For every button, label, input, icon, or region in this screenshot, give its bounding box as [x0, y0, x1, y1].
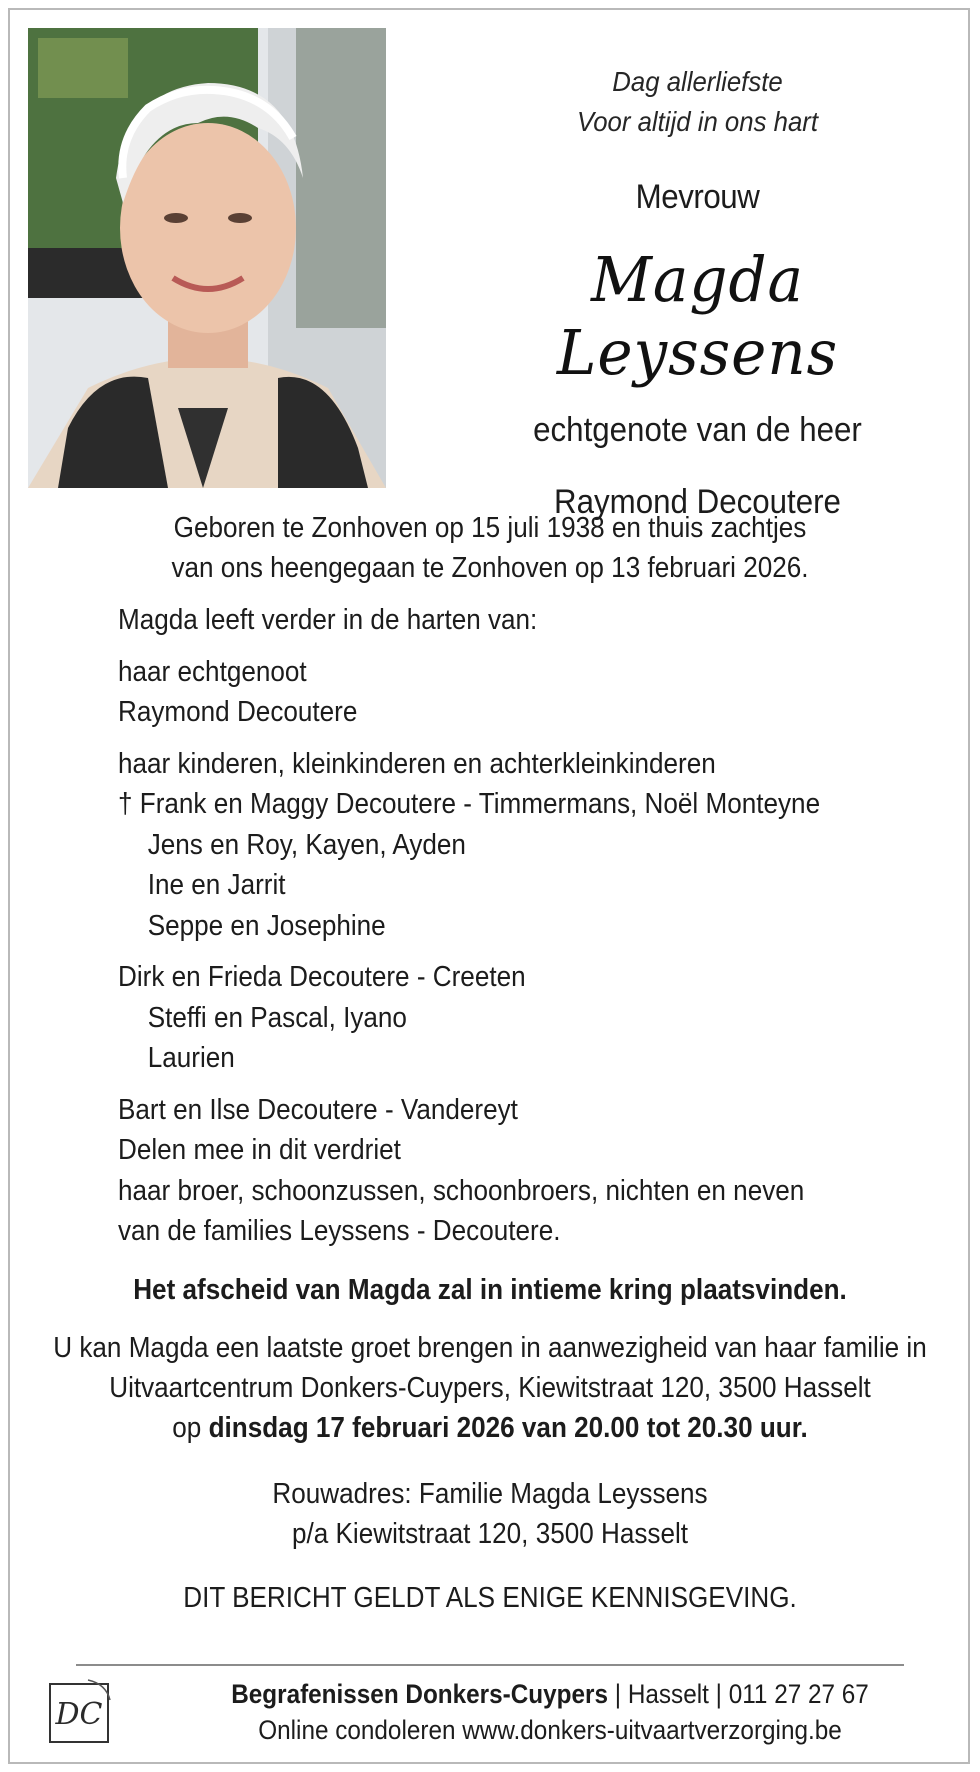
grandchild-line: Steffi en Pascal, Iyano — [147, 1001, 407, 1034]
visit-line-1: U kan Magda een laatste groet brengen in aanwezigheid van haar familie in — [53, 1332, 927, 1364]
visit-date-line — [49, 1408, 931, 1448]
visit-prefix: op — [172, 1412, 202, 1444]
quote-line-2: Voor altijd in ons hart — [576, 106, 819, 137]
notice-text: DIT BERICHT GELDT ALS ENIGE KENNISGEVING. — [183, 1582, 797, 1614]
company-city: Hasselt — [627, 1679, 709, 1709]
separator: | — [715, 1679, 722, 1709]
birth-line-1: Geboren te Zonhoven op 15 juli 1938 en thuis zachtjes — [173, 512, 807, 544]
spouse-line-1: echtgenote van de heer — [533, 411, 862, 449]
address-line-1: Rouwadres: Familie Magda Leyssens — [272, 1478, 708, 1510]
birth-line-2: van ons heengegaan te Zonhoven op 13 februari 2026. — [171, 552, 809, 584]
portrait-photo — [28, 28, 386, 488]
grandchild-line: Jens en Roy, Kayen, Ayden — [147, 828, 466, 861]
grandchild-line: Seppe en Josephine — [147, 909, 386, 942]
child-2: Dirk en Frieda Decoutere - Creeten — [118, 961, 526, 993]
honorific: Mevrouw — [635, 178, 760, 216]
logo-monogram: DC — [55, 1697, 103, 1732]
family-intro: Magda leeft verder in de harten van: — [118, 604, 538, 636]
husband-name: Raymond Decoutere — [118, 696, 358, 728]
closing-block — [0, 1270, 980, 1618]
husband-label: haar echtgenoot — [118, 655, 307, 688]
child-1: † Frank en Maggy Decoutere - Timmermans, Noël Monteyne — [118, 788, 821, 820]
grandchild-line: Laurien — [147, 1042, 235, 1074]
farewell-text: Het afscheid van Magda zal in intieme kring plaatsvinden. — [133, 1274, 847, 1306]
children-label: haar kinderen, kleinkinderen en achterkleinkinderen — [118, 747, 716, 780]
portrait-illustration — [28, 28, 386, 488]
footer-contact-line — [163, 1676, 937, 1712]
share-line-2: haar broer, schoonzussen, schoonbroers, nichten en neven — [118, 1174, 805, 1207]
funeral-home-logo — [48, 1678, 114, 1744]
birth-death-info — [20, 508, 960, 588]
share-line-3: van de families Leyssens - Decoutere. — [118, 1215, 561, 1247]
visit-date: dinsdag 17 februari 2026 van 20.00 tot 20.30 uur. — [208, 1412, 808, 1444]
visit-line-2: Uitvaartcentrum Donkers-Cuypers, Kiewitstraat 120, 3500 Hasselt — [109, 1372, 871, 1404]
family-list — [118, 600, 978, 1252]
footer — [120, 1676, 980, 1748]
company-phone: 011 27 27 67 — [728, 1679, 869, 1709]
quote-line-1: Dag allerliefste — [612, 66, 783, 97]
header-block — [430, 62, 965, 533]
grandchild-line: Ine en Jarrit — [147, 869, 286, 901]
share-line-1: Delen mee in dit verdriet — [118, 1134, 401, 1166]
deceased-name: Magda Leyssens — [556, 243, 839, 389]
separator: | — [614, 1679, 622, 1709]
online-condolence-link[interactable]: Online condoleren www.donkers-uitvaartverzorging.be — [258, 1715, 842, 1745]
child-3: Bart en Ilse Decoutere - Vandereyt — [118, 1093, 518, 1126]
company-name: Begrafenissen Donkers-Cuypers — [231, 1679, 608, 1709]
footer-divider — [76, 1664, 904, 1666]
address-line-2: p/a Kiewitstraat 120, 3500 Hasselt — [291, 1518, 689, 1550]
spouse-line-2: Raymond Decoutere — [554, 483, 841, 521]
